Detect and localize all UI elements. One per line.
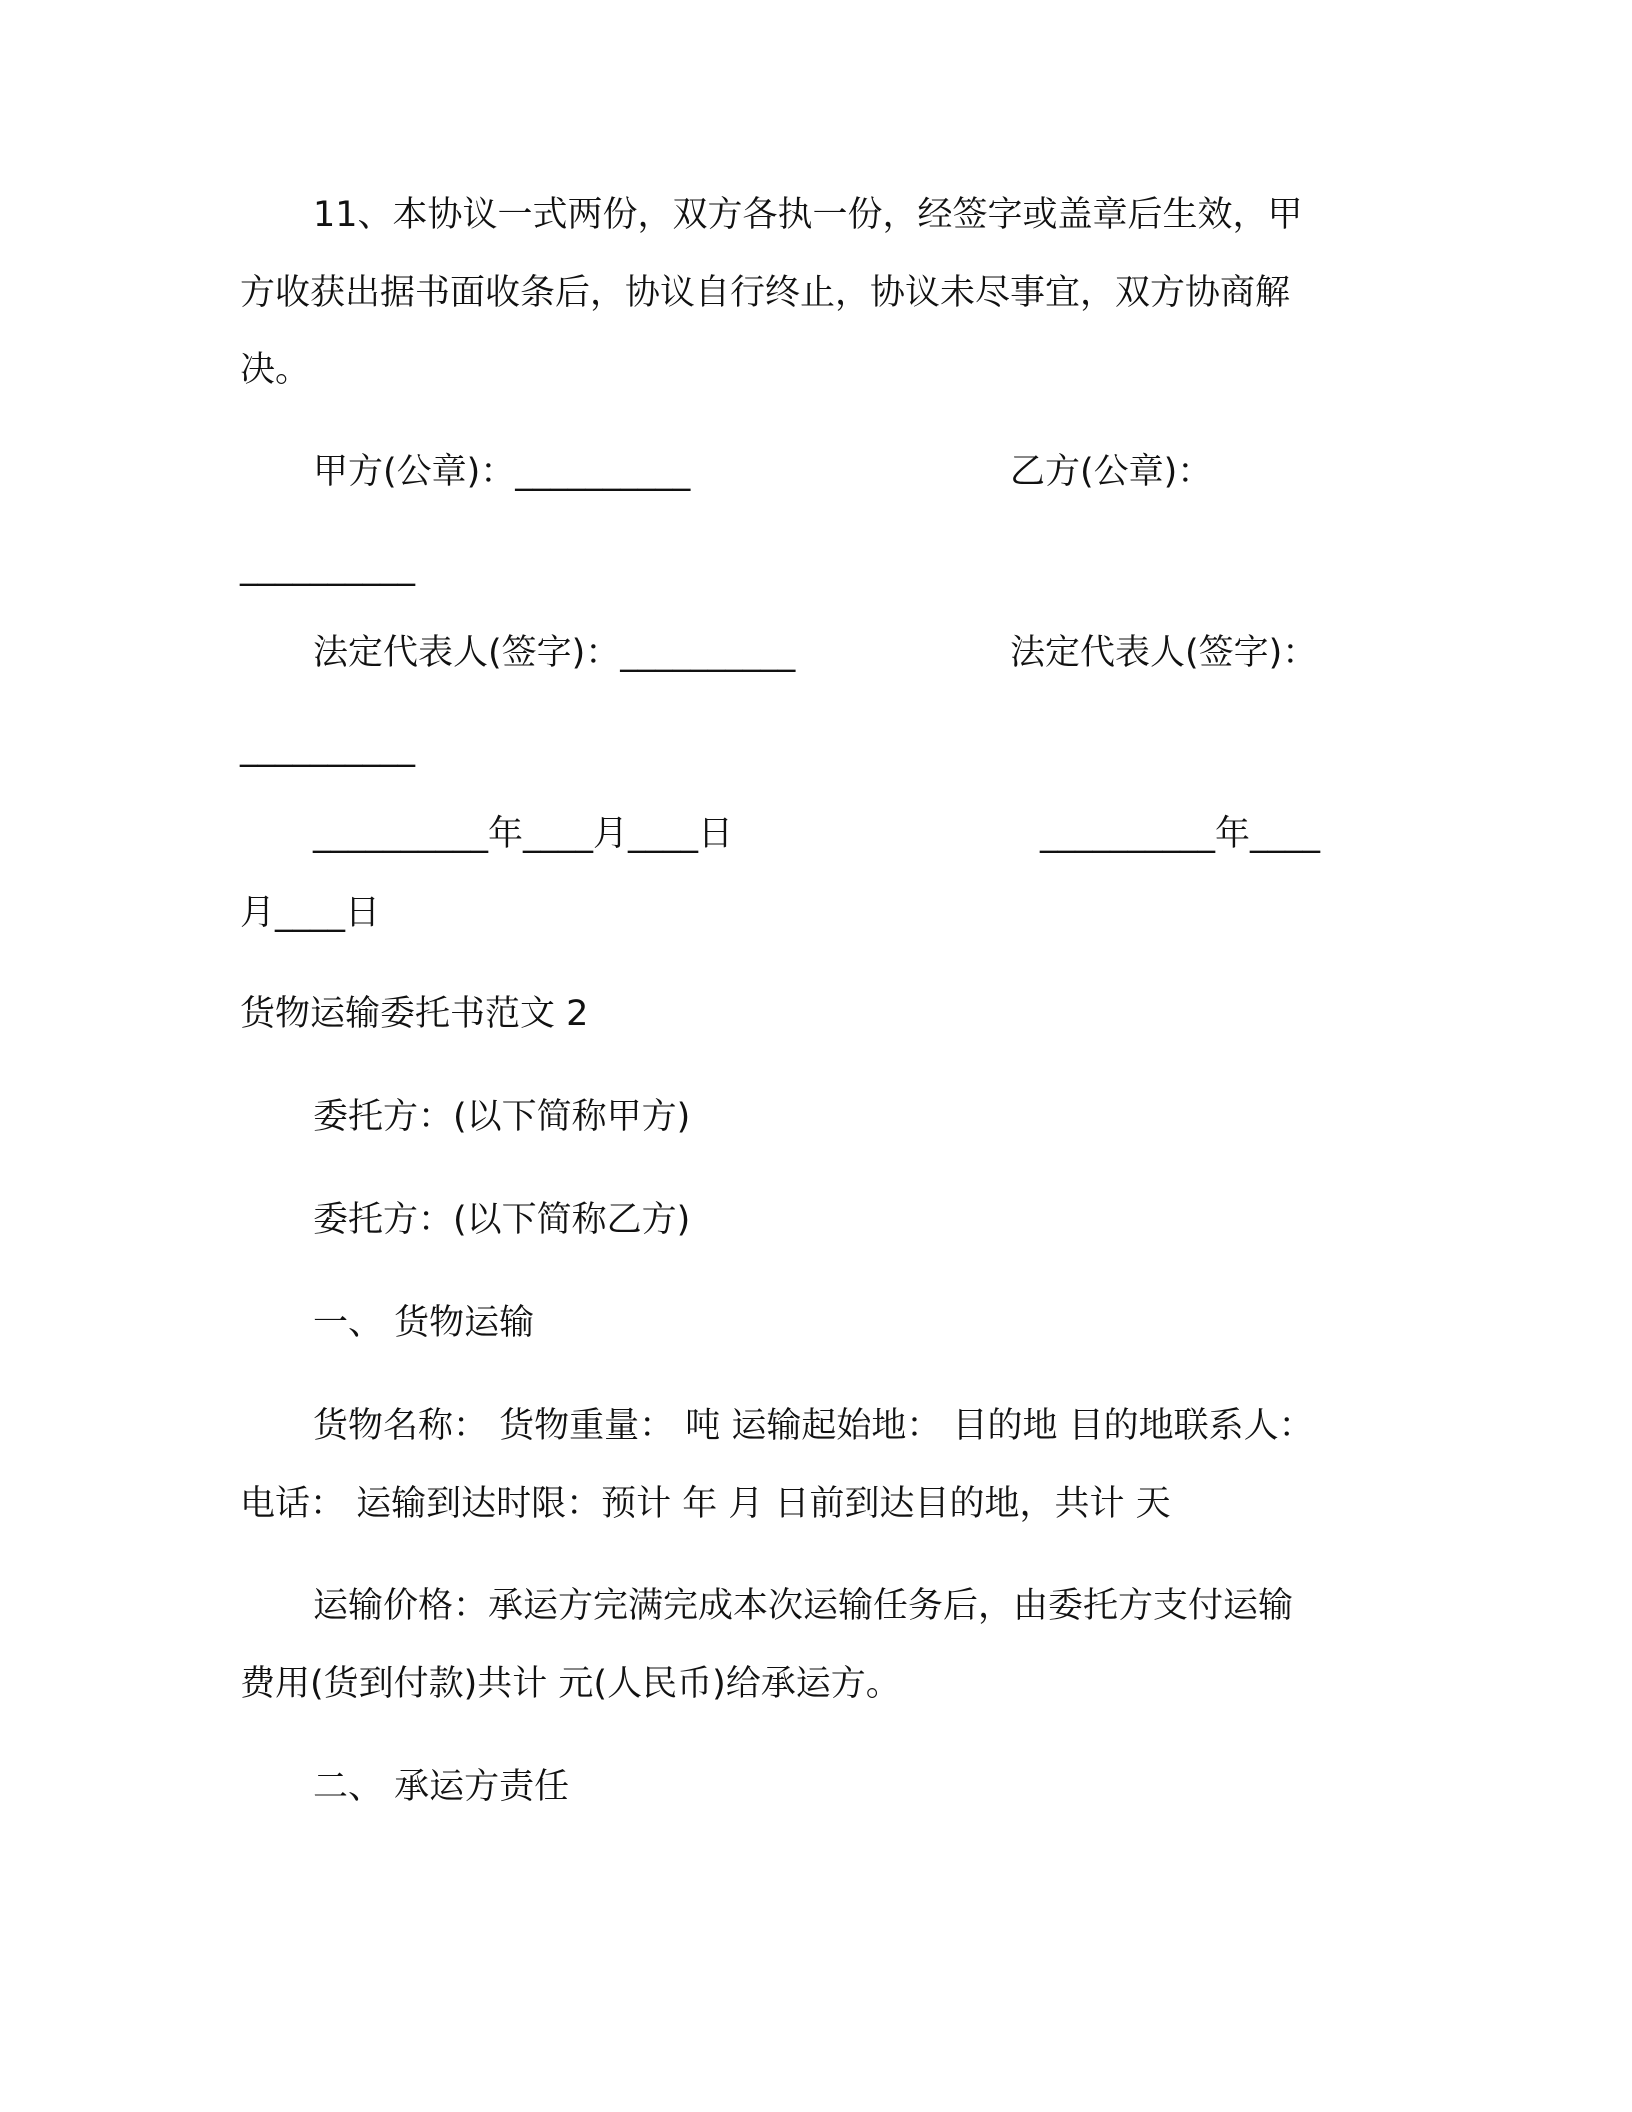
party-b-seal: 乙方(公章)： <box>1010 452 1213 492</box>
party-b-seal-blank: __________ <box>240 547 415 587</box>
heading-cargo-transport: 一、 货物运输 <box>313 1303 535 1343</box>
party-b-date-continued: 月____日 <box>240 893 381 933</box>
party-b-date: __________年____ <box>1040 814 1321 854</box>
cargo-details-line-1: 货物名称： 货物重量： 吨 运输起始地： 目的地 目的地联系人： <box>313 1406 1314 1446</box>
party-b-representative-blank: __________ <box>240 728 415 768</box>
client-party-b: 委托方：(以下简称乙方) <box>313 1200 691 1240</box>
party-a-representative: 法定代表人(签字)：__________ <box>313 633 796 673</box>
section-title: 货物运输委托书范文 2 <box>240 994 589 1034</box>
clause-11-line-3: 决。 <box>240 350 311 390</box>
party-b-representative: 法定代表人(签字)： <box>1010 633 1318 673</box>
party-a-date: __________年____月____日 <box>313 814 734 854</box>
price-line-1: 运输价格：承运方完满完成本次运输任务后，由委托方支付运输 <box>313 1586 1294 1626</box>
heading-carrier-responsibility: 二、 承运方责任 <box>313 1767 570 1807</box>
clause-11-line-1: 11、本协议一式两份，双方各执一份，经签字或盖章后生效，甲 <box>313 195 1303 235</box>
price-line-2: 费用(货到付款)共计 元(人民币)给承运方。 <box>240 1664 901 1704</box>
cargo-details-line-2: 电话： 运输到达时限：预计 年 月 日前到达目的地，共计 天 <box>240 1484 1171 1524</box>
client-party-a: 委托方：(以下简称甲方) <box>313 1097 691 1137</box>
party-a-seal: 甲方(公章)：__________ <box>313 452 691 492</box>
clause-11-line-2: 方收获出据书面收条后，协议自行终止，协议未尽事宜，双方协商解 <box>240 273 1291 313</box>
